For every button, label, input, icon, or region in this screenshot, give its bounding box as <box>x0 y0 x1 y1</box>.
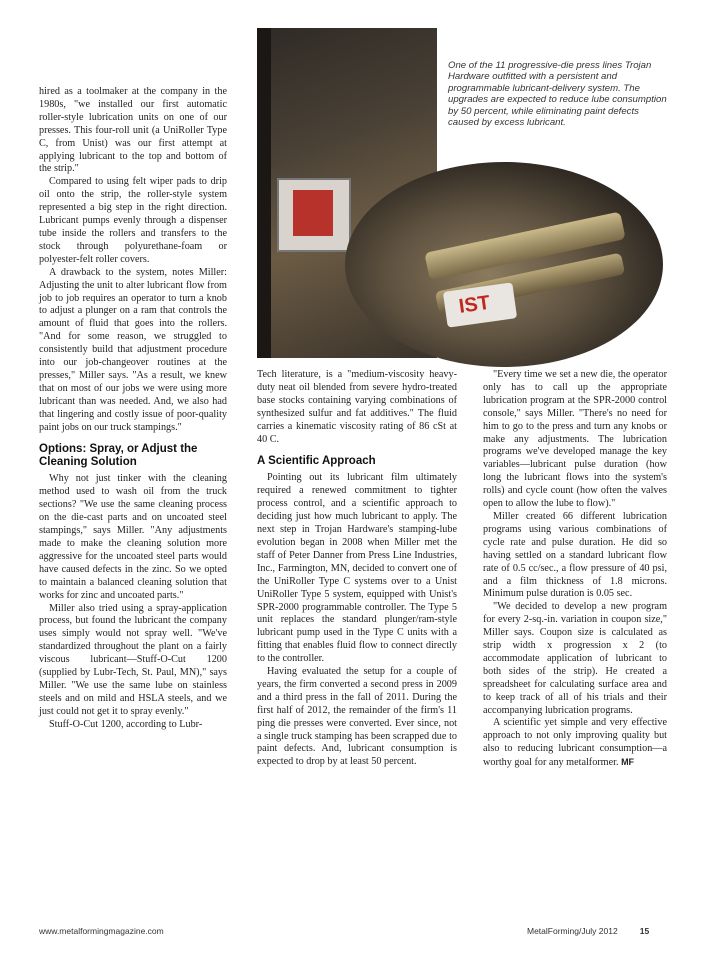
paragraph: Miller created 66 different lubrication programs using various combinations of cycle rate and pulse duration. He did so having settled on a standard lubricant flow rate of 0.5 cc/sec., a flow pressure of 40 psi, and a film thickness of 1.8 microns. Minimum pulse duration is 0.05 sec. <box>483 510 667 600</box>
section-heading-options: Options: Spray, or Adjust the Cleaning Solution <box>39 443 198 469</box>
unist-logo: IST <box>443 282 517 327</box>
paragraph: Why not just tinker with the cleaning method used to wash oil from the truck sections? "We use the same cleaning process on the die-cast parts and on uncoated steel stampings," says Miller. "Any adjustments made to make the cleaning solution more aggressive for the uncoated steel parts would have caused defects in the zinc. So we opted to maintain a balanced cleaning solution that works for zinc and uncoated parts." <box>39 473 227 601</box>
footer-magazine: MetalForming/July 2012 <box>527 926 618 936</box>
paragraph: Having evaluated the setup for a couple of years, the firm converted a second press in 2009 and a third press in the fall of 2011. During the first half of 2012, the remainder of the firm's 11 ping die presses were converted. Ever since, not a single truck stamping has been scrapped due to paint defects. And, lubricant consumption is expected to drop by at least 50 percent. <box>257 666 457 768</box>
paragraph: Pointing out its lubricant film ultimately required a renewed commitment to tighter process control, and a scientific approach to deciding just how much lubricant to apply. The next step in Trojan Hardware's stamping-lube evolution began in 2008 when Miller met the staff of Peter Danner from Press Line Industries, Inc., Farmington, MN, decided to convert one of the UniRoller Type C systems over to a Unist UniRoller Type 5 system, equipped with Unist's SPR-2000 programmable controller. The Type 5 unit replaces the standard plunger/ram-style lubricant pump used in the Type C units with a fitting that enables fluid flow to connect directly to the controller. <box>257 472 457 665</box>
column-2 <box>257 369 457 769</box>
paragraph-text: A scientific yet simple and very effective approach to not only improving quality but also to reducing lubricant consumption—a worthy goal for any metalformer. <box>483 717 667 769</box>
footer-website: www.metalformingmagazine.com <box>39 926 164 936</box>
paragraph: Stuff-O-Cut 1200, according to Lubr- <box>49 718 203 730</box>
paragraph <box>483 717 667 770</box>
section-heading-scientific: A Scientific Approach <box>257 455 376 468</box>
paragraph: "Every time we set a new die, the operator only has to call up the appropriate lubrication program at the SPR-2000 control console," says Miller. "There's no need for him to go to the press and turn any knobs or make any adjustments. The lubrication programs we've developed manage the key variables—lubricant pulse duration (how long the lubricant flows into the system's rolls) and cycle count (how often the valves open to allow the lube to flow)." <box>483 369 667 510</box>
photo-caption: One of the 11 progressive-die press lines Trojan Hardware outfitted with a persistent and programmable lubricant-delivery system. The upgrades are expected to reduce lube consumption by 50 percent, while eliminating paint defects caused by excess lubricant. <box>448 60 667 129</box>
paragraph: Tech literature, is a "medium-viscosity heavy-duty neat oil blended from severe hydro-treated base stocks containing varying combinations of synthesized sulfur and fat additives." The fluid carries a kinematic viscosity rating of 86 cSt at 40 C. <box>257 369 457 445</box>
column-3 <box>483 369 667 770</box>
column-1 <box>39 86 227 732</box>
lubricator-closeup-photo <box>345 162 663 367</box>
cabinet-panel <box>293 190 333 236</box>
page-number: 15 <box>639 926 650 936</box>
press-frame <box>257 28 271 358</box>
end-mark: MF <box>621 757 635 768</box>
paragraph: A drawback to the system, notes Miller: Adjusting the unit to alter lubricant flow from job to job requires an operator to turn a knob to adjust a plunger on a ram that controls the amount of fluid that goes into the rollers. "And for some reason, we struggled to consistently build that adjustment procedure into our job-changeover routines at the presses," Miller says. "As a result, we knew that on most of our jobs we were using more lubricant than was needed. And, we also had that lingering and costly issue of poor-quality paint jobs on our truck stampings." <box>39 266 227 433</box>
paragraph: Miller also tried using a spray-application process, but found the lubricant the company uses simply would not spray well. "We've standardized throughout the plant on a fairly viscous lubricant—Stuff-O-Cut 1200 (supplied by Lubr-Tech, St. Paul, MN)," says Miller. "We use the same lube on stainless steels and on mild and HSLA steels, and we just could not get it to spray evenly." <box>39 602 227 717</box>
footer-issue <box>527 926 649 936</box>
paragraph: hired as a toolmaker at the company in the 1980s, "we installed our first automatic roller-style lubrication units on one of our presses. This four-roll unit (a UniRoller Type C, from Unist) was our first attempt at applying lubricant to the top and bottom of the strip." <box>39 86 227 175</box>
paragraph: "We decided to develop a new program for every 2-sq.-in. variation in coupon size," Miller says. Coupon size is calculated as strip width x progression x 2 (to accommodate application of lubricant to both sides of the strip). He created a spreadsheet for calculating surface area and to keep track of all of his trials and their accompanying lubrication programs. <box>483 601 667 716</box>
paragraph: Compared to using felt wiper pads to drip oil onto the strip, the roller-style system represented a big step in the right direction. Lubricant pumps evenly through a dispenser tube inside the rollers and transfers to the stock through polyurethane-foam or polyester-felt roller covers. <box>39 176 227 265</box>
control-cabinet <box>277 178 351 252</box>
